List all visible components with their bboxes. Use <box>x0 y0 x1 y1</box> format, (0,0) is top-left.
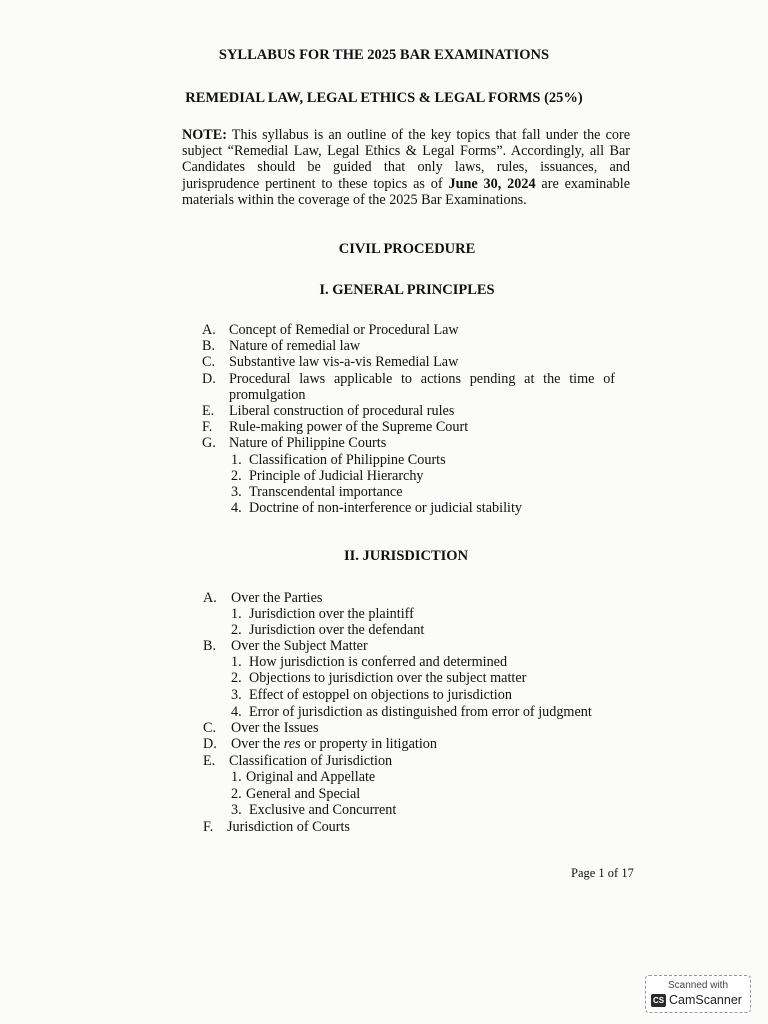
part-title-general-principles: I. GENERAL PRINCIPLES <box>319 282 495 298</box>
part-title-jurisdiction: II. JURISDICTION <box>343 548 469 564</box>
document-page: SYLLABUS FOR THE 2025 BAR EXAMINATIONS REMEDIAL LAW, LEGAL ETHICS & LEGAL FORMS (25%) NOTE: This syllabus is an outline of the key topics that fall under the core subject “Remedial Law, Legal Ethics & Legal Forms”. Accordingly, all Bar Candidates should be guided that only laws, rules, issuances, and jurisprudence pertinent to these topics as of June 30, 2024 are examinable materials within the coverage of the 2025 Bar Examinations. CIVIL PROCEDURE I. GENERAL PRINCIPLES A. Concept of Remedial or Procedural Law B. Nature of remedial law C. Substantive law vis-a-vis Remedial Law D. Procedural laws applicable to actions pending at the time of promulgation E. Liberal construction of procedural rules F. Rule-making power of the Supreme Court G. Nature of Philippine Courts 1. Classification of Philippine Courts 2. Principle of Judicial Hierarchy 3. Transcendental importance 4. Doctrine of non-interference or judicial stability II. JURISDICTION A. Over the Parties 1. Jurisdiction over the plaintiff 2. Jurisdiction over the defendant B. Over the Subject Matter 1. How jurisdiction is conferred and determined 2. Objections to jurisdiction over the subject matter 3. Effect of estoppel on objections to jurisdiction 4. Error of jurisdiction as distinguished from error of judgment C. Over the Issues D. Over the res or property in litigation E. Classification of Jurisdiction 1. Original and Appellate 2. General and Special 3. Exclusive and Concurrent F. Jurisdiction of Courts Page 1 of 17 Scanned with CS CamScanner <box>0 0 768 1024</box>
note-label: NOTE: <box>182 127 227 143</box>
scanned-with-label: Scanned with <box>667 980 729 991</box>
camscanner-label: CamScanner <box>669 993 742 1007</box>
note-text-1: This syllabus is an outline of the key topics that fall under the core subject “Remedial Law, Legal Ethics & Legal Forms”. Accordingly, all Bar Candidates should be guided that only laws, rules, issuances, and jurisprudence pertinent to these topics as of <box>182 127 630 192</box>
document-title: SYLLABUS FOR THE 2025 BAR EXAMINATIONS <box>218 47 550 63</box>
page-number: Page 1 of 17 <box>571 866 634 880</box>
note-date: June 30, 2024 <box>448 175 536 192</box>
section-title-civil-procedure: CIVIL PROCEDURE <box>338 241 476 257</box>
res-italic: res <box>283 736 301 752</box>
camscanner-watermark <box>645 975 751 1013</box>
note-text-2: are examinable materials within the coverage of the 2025 Bar Examinations. <box>182 175 631 208</box>
camscanner-logo-icon: CS <box>652 996 665 1005</box>
document-subtitle: REMEDIAL LAW, LEGAL ETHICS & LEGAL FORMS (25%) <box>185 90 583 106</box>
note-paragraph <box>182 127 630 208</box>
